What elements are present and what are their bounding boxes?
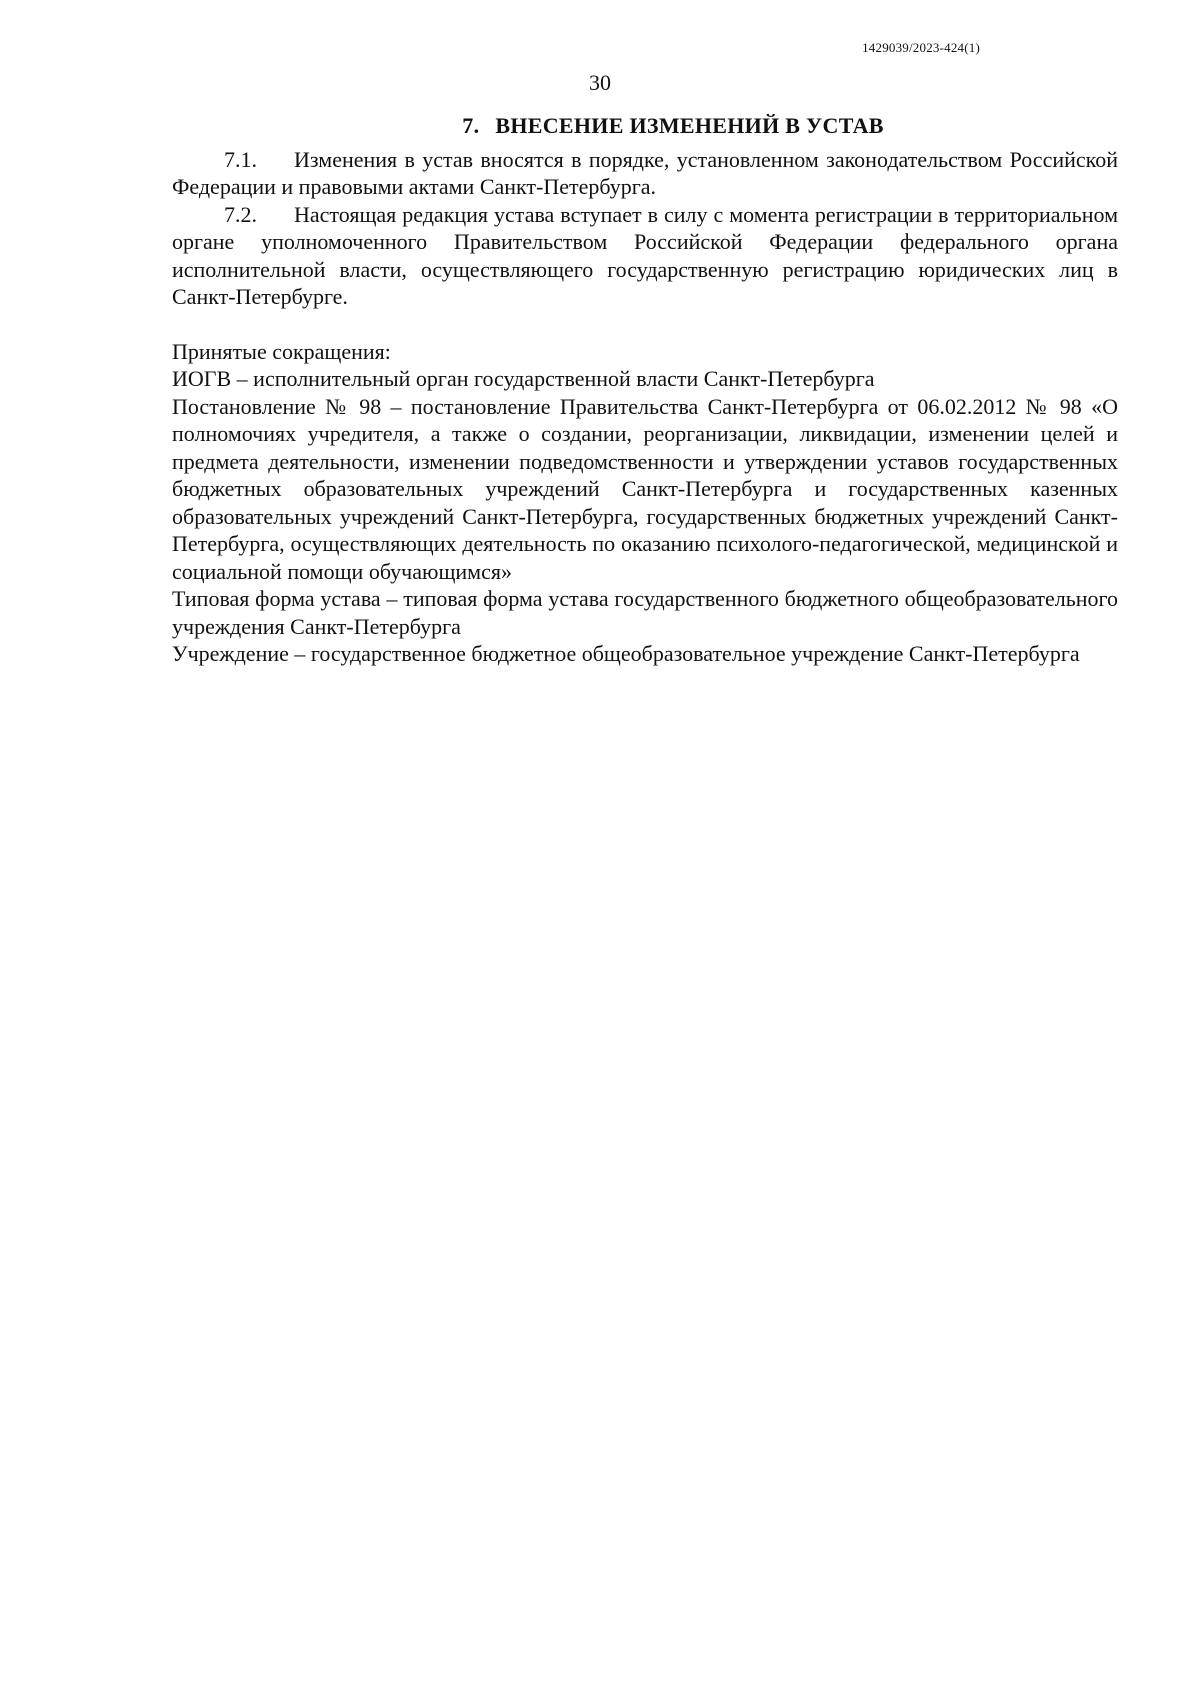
section-title: [172, 112, 1118, 140]
abbreviations-heading: Принятые сокращения:: [172, 338, 391, 364]
paragraph-number: 7.1.: [224, 146, 257, 172]
page-number: 30: [589, 70, 611, 95]
document-body: [172, 112, 1118, 668]
paragraph-text: Изменения в устав вносятся в порядке, установленном законодательством Российской Федерации и правовыми актами Санкт-Петербурга.: [172, 146, 1118, 199]
section-number: 7.: [462, 113, 480, 138]
section-title-text: ВНЕСЕНИЕ ИЗМЕНЕНИЙ В УСТАВ: [495, 113, 884, 138]
abbreviation-item-uchrezhdenie: Учреждение – государственное бюджетное общеобразовательное учреждение Санкт-Петербурга: [172, 641, 1080, 666]
paragraph-text: Настоящая редакция устава вступает в силу с момента регистрации в территориальном органе уполномоченного Правительством Российской Федерации федерального органа исполнительной власти, осуществляющего государственную регистрацию юридических лиц в Санкт-Петербурге.: [172, 201, 1118, 309]
abbreviation-item-iogv: ИОГВ – исполнительный орган государственной власти Санкт-Петербурга: [172, 366, 875, 391]
paragraph-number: 7.2.: [224, 201, 257, 227]
abbreviation-item-tipovaya-forma: Типовая форма устава – типовая форма устава государственного бюджетного общеобразовательного учреждения Санкт-Петербурга: [172, 586, 1118, 639]
abbreviations-section: [172, 338, 1118, 668]
abbreviation-item-postanovlenie: Постановление № 98 – постановление Правительства Санкт-Петербурга от 06.02.2012 № 98 «О полномочиях учредителя, а также о создании, реорганизации, ликвидации, изменении целей и предмета деятельности, изменении подведомственности и утверждении уставов государственных бюджетных образовательных учреждений Санкт-Петербурга и государственных казенных образовательных учреждений Санкт-Петербурга, государственных бюджетных учреждений Санкт-Петербурга, осуществляющих деятельность по оказанию психолого-педагогической, медицинской и социальной помощи обучающимся»: [172, 393, 1118, 584]
paragraph-7-2: [172, 201, 1118, 311]
paragraph-7-1: [172, 146, 1118, 201]
document-id: 1429039/2023-424(1): [862, 40, 980, 55]
